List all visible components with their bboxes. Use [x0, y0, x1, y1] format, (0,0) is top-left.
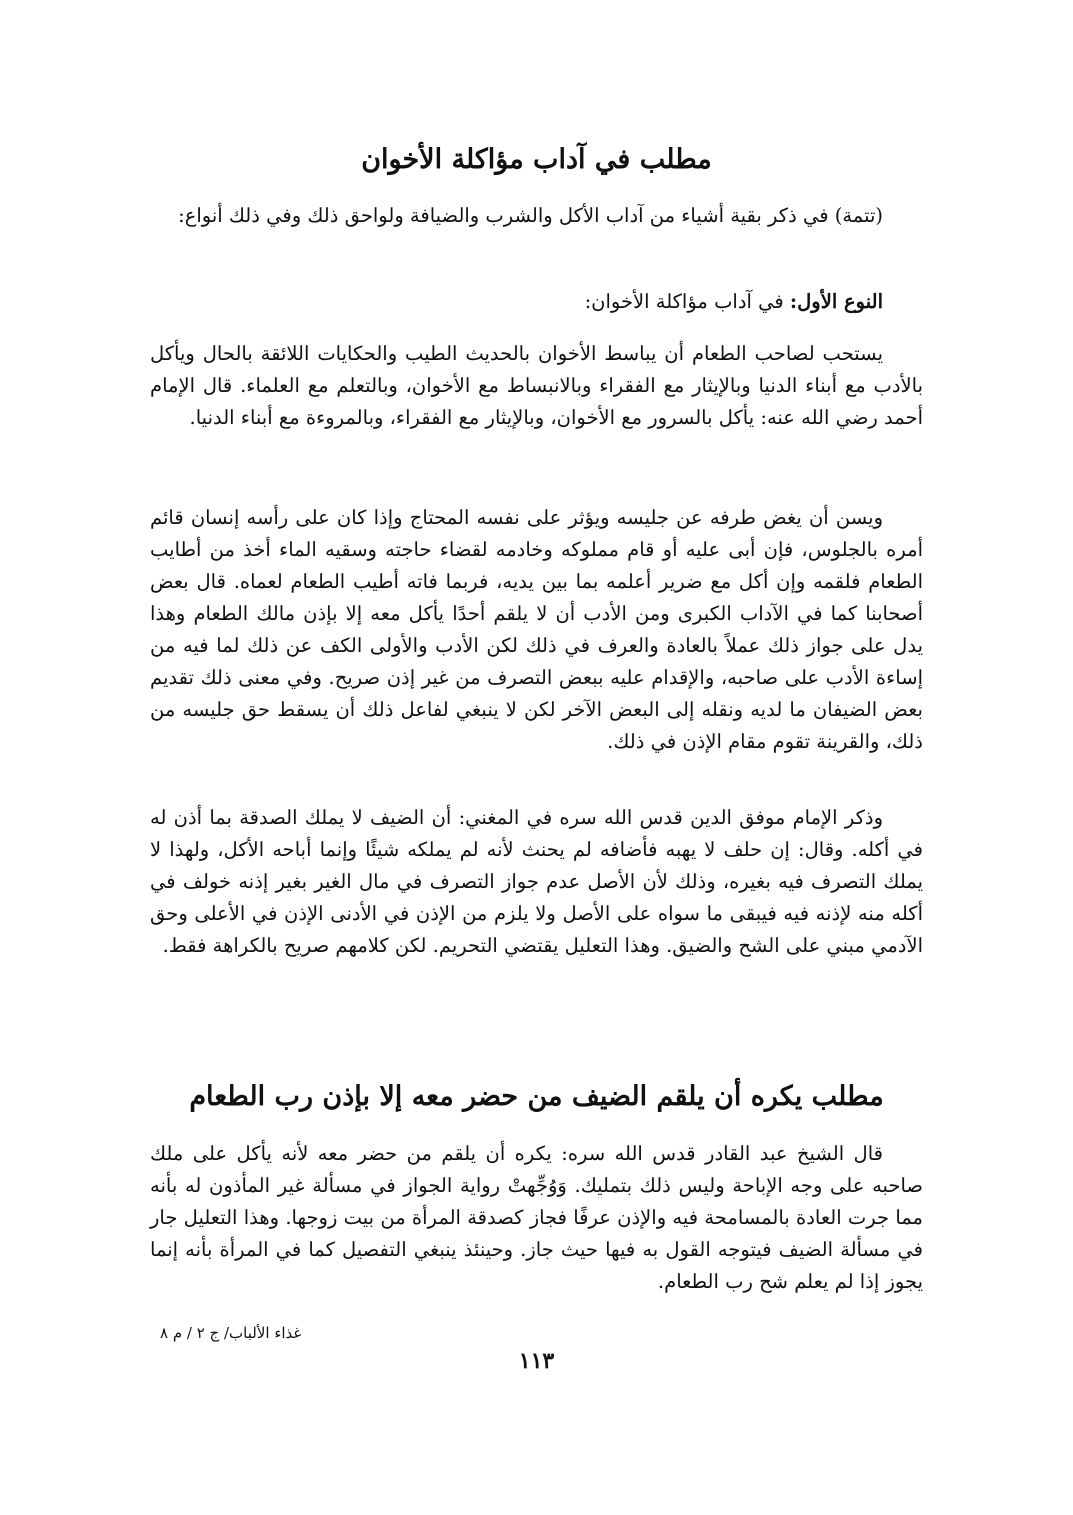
section-heading-eating-etiquette: مطلب في آداب مؤاكلة الأخوان: [361, 144, 712, 175]
intro-paragraph: (تتمة) في ذكر بقية أشياء من آداب الأكل والشرب والضيافة ولواحق ذلك وفي ذلك أنواع:: [178, 204, 883, 227]
type-one-text: في آداب مؤاكلة الأخوان:: [584, 290, 790, 313]
paragraph-4: قال الشيخ عبد القادر قدس الله سره: يكره أن يلقم من حضر معه لأنه يأكل على ملك صاحبه على وجه الإباحة وليس ذلك بتمليك. وَوُجِّهتْ رواية الجواز في مسألة غير المأذون له بأنه مما جرت العادة بالمسامحة فيه والإذن عرفًا فجاز كصدقة المرأة من بيت زوجها. وهذا التعليل جار في مسألة الضيف فيتوجه القول به فيها حيث جاز. وحينئذ ينبغي التفصيل كما في المرأة بأنه إنما يجوز إذا لم يعلم شح رب الطعام.: [150, 1142, 923, 1293]
section-heading-guest-feeding: مطلب يكره أن يلقم الضيف من حضر معه إلا بإذن رب الطعام: [189, 1081, 884, 1112]
type-one-line: [150, 286, 923, 318]
document-page: [150, 0, 923, 1515]
footer-reference: غذاء الألباب/ ج ٢ / م ٨: [160, 1324, 302, 1342]
paragraph-1: يستحب لصاحب الطعام أن يباسط الأخوان بالحديث الطيب والحكايات اللائقة بالحال ويأكل بالأدب مع أبناء الدنيا وبالإيثار مع الفقراء وبالانبساط مع الأخوان، وبالتعلم مع العلماء. قال الإمام أحمد رضي الله عنه: يأكل بالسرور مع الأخوان، وبالإيثار مع الفقراء، وبالمروءة مع أبناء الدنيا.: [150, 342, 923, 429]
page-number: ١١٣: [518, 1348, 555, 1374]
paragraph-3: وذكر الإمام موفق الدين قدس الله سره في المغني: أن الضيف لا يملك الصدقة بما أذن له في أكله. وقال: إن حلف لا يهبه فأضافه لم يحنث لأنه لم يملكه شيئًا وإنما أباحه الأكل، ولهذا لا يملك التصرف فيه بغيره، وذلك لأن الأصل عدم جواز التصرف في مال الغير بغير إذنه خولف في أكله منه لإذنه فيه فيبقى ما سواه على الأصل ولا يلزم من الإذن في الأدنى الإذن في الأعلى وحق الآدمي مبني على الشح والضيق. وهذا التعليل يقتضي التحريم. لكن كلامهم صريح بالكراهة فقط.: [150, 806, 923, 957]
type-one-label: النوع الأول:: [789, 290, 883, 313]
paragraph-2: ويسن أن يغض طرفه عن جليسه ويؤثر على نفسه المحتاج وإذا كان على رأسه إنسان قائم أمره بالجلوس، فإن أبى عليه أو قام مملوكه وخادمه لقضاء حاجته وسقيه الماء أخذ من أطايب الطعام فلقمه وإن أكل مع ضرير أعلمه بما بين يديه، فربما فاته أطيب الطعام لعماه. قال بعض أصحابنا كما في الآداب الكبرى ومن الأدب أن لا يلقم أحدًا يأكل معه إلا بإذن مالك الطعام وهذا يدل على جواز ذلك عملاً بالعادة والعرف في ذلك لكن الأدب والأولى الكف عن ذلك لما فيه من إساءة الأدب على صاحبه، والإقدام عليه ببعض التصرف من غير إذن صريح. وفي معنى ذلك تقديم بعض الضيفان ما لديه ونقله إلى البعض الآخر لكن لا ينبغي لفاعل ذلك أن يسقط حق جليسه من ذلك، والقرينة تقوم مقام الإذن في ذلك.: [150, 506, 923, 753]
